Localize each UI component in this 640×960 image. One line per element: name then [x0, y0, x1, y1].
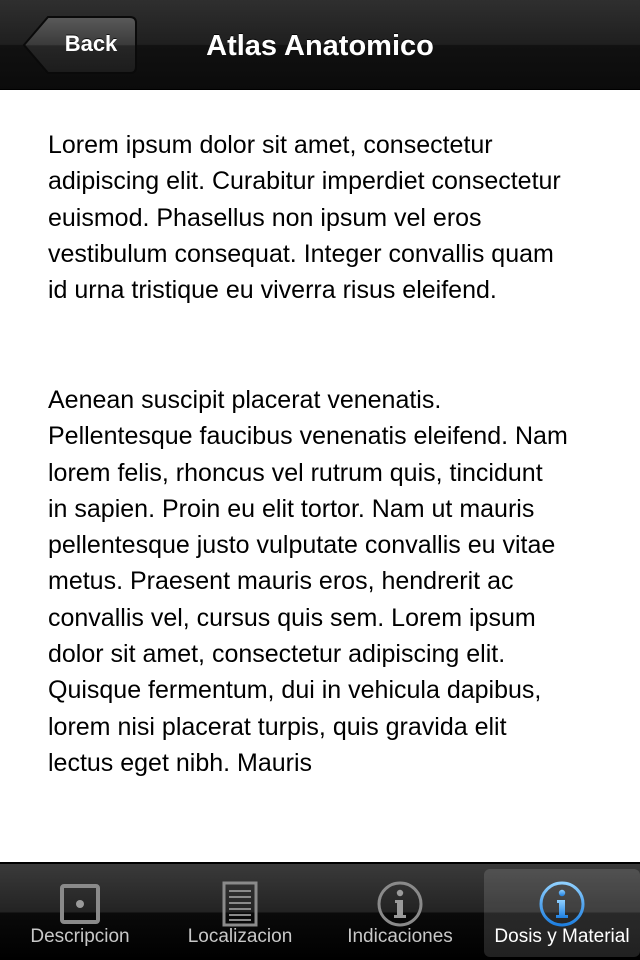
navigation-bar [0, 0, 640, 90]
body-paragraph-1: Lorem ipsum dolor sit amet, consectetur adipiscing elit. Curabitur imperdiet consectetur euismod. Phasellus non ipsum vel eros vestibulum consequat. Integer convallis quam id urna tristique eu viverra risus eleifend. [48, 131, 561, 305]
tab-indicaciones-label: Indicaciones [347, 926, 453, 947]
content-scroll-view[interactable] [0, 90, 640, 862]
square-dot-icon [56, 880, 104, 928]
back-button-label: Back [64, 31, 118, 56]
back-button[interactable] [22, 15, 138, 75]
page-title: Atlas Anatomico [206, 30, 434, 62]
document-icon [216, 880, 264, 928]
tab-descripcion[interactable] [2, 864, 158, 960]
tab-dosis-y-material[interactable] [484, 869, 640, 957]
tab-dosis-y-material-label: Dosis y Material [494, 926, 630, 947]
info-icon [376, 880, 424, 928]
tab-bar [0, 862, 640, 960]
tab-indicaciones[interactable] [322, 864, 478, 960]
tab-localizacion[interactable] [162, 864, 318, 960]
info-icon [538, 880, 586, 928]
tab-localizacion-label: Localizacion [187, 926, 293, 947]
body-paragraph-2: Aenean suscipit placerat venenatis. Pellentesque faucibus venenatis eleifend. Nam lorem felis, rhoncus vel rutrum quis, tincidunt in sapien. Proin eu elit tortor. Nam ut mauris pellentesque justo vulputate convallis eu vitae metus. Praesent mauris eros, hendrerit ac convallis vel, cursus quis sem. Lorem ipsum dolor sit amet, consectetur adipiscing elit. Quisque fermentum, dui in vehicula dapibus, lorem nisi placerat turpis, quis gravida elit lectus eget nibh. Mauris [48, 386, 568, 777]
tab-descripcion-label: Descripcion [30, 926, 130, 947]
